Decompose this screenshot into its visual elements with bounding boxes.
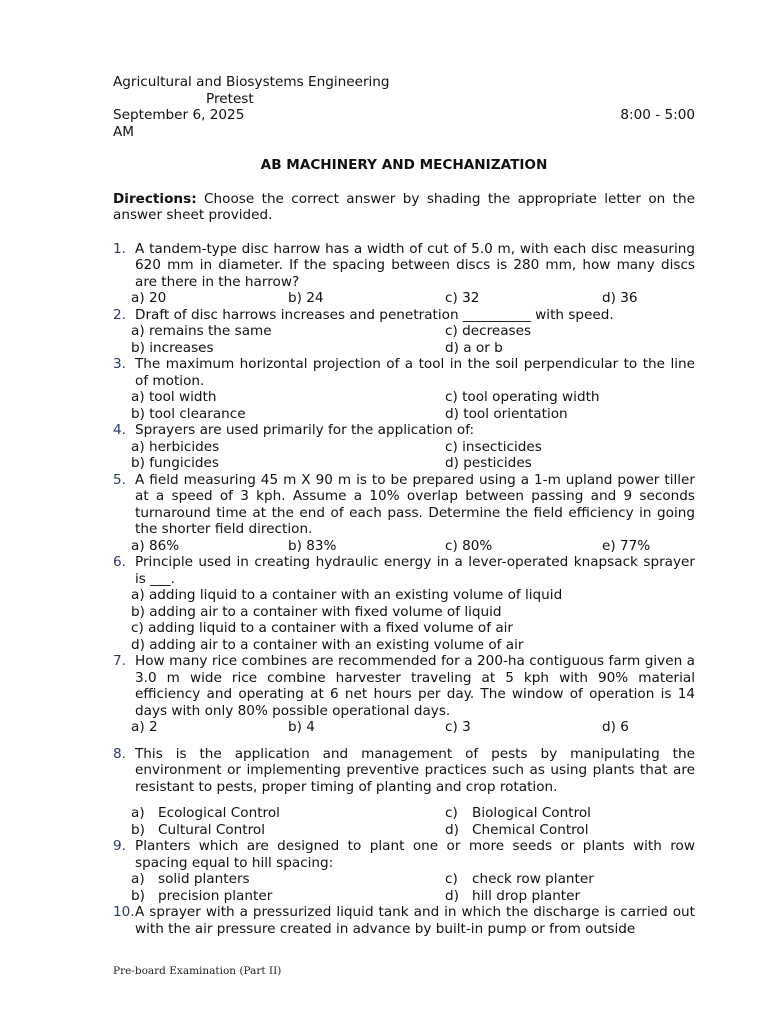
question-number: 10. [113, 904, 135, 920]
option-text: solid planters [158, 871, 250, 887]
option [445, 888, 713, 905]
option: d) 6 [602, 719, 629, 735]
option: d) 36 [602, 290, 638, 306]
option: a) remains the same [131, 323, 272, 339]
question-item [113, 746, 695, 839]
options [113, 439, 695, 472]
options [113, 538, 695, 555]
option: d) tool orientation [445, 405, 568, 422]
question-number: 4. [113, 422, 126, 438]
question-item [113, 472, 695, 555]
page-title: AB MACHINERY AND MECHANIZATION [260, 157, 548, 173]
option: b) increases [131, 339, 214, 356]
option-letter: b) [131, 887, 145, 904]
option-letter: a) [131, 805, 145, 821]
question-item [113, 838, 695, 904]
spacer [113, 736, 695, 746]
exam-time: 8:00 - 5:00 [620, 107, 695, 123]
options [113, 719, 695, 736]
question-item [113, 307, 695, 357]
spacer [135, 795, 695, 805]
option: a) adding liquid to a container with an existing volume of liquid [131, 587, 563, 603]
option: d) adding air to a container with an existing volume of air [131, 636, 524, 653]
options [113, 871, 695, 904]
option-letter: c) [445, 871, 458, 887]
option: c) decreases [445, 323, 532, 339]
option-letter: d) [445, 821, 459, 838]
option: c) 80% [445, 537, 493, 554]
option: c) 3 [445, 719, 471, 735]
question-number: 6. [113, 554, 126, 570]
option-letter: b) [131, 821, 145, 838]
option: d) a or b [445, 339, 503, 356]
option-letter: c) [445, 805, 458, 821]
option: b) fungicides [131, 455, 220, 471]
question-text: This is the application and management of pests by manipulating the environment or implementing preventive practices such as using plants that are resistant to pests, proper timing of planting and crop rotation. [135, 745, 695, 795]
option-text: hill drop planter [472, 887, 581, 904]
option: a) 20 [131, 290, 167, 306]
question-number: 9. [113, 838, 126, 854]
institution: Agricultural and Biosystems Engineering [113, 74, 390, 90]
option: a) 2 [131, 719, 158, 735]
option-text: Cultural Control [158, 821, 265, 838]
question-number: 5. [113, 471, 126, 488]
option: e) 77% [602, 537, 651, 554]
option: b) 83% [288, 537, 337, 554]
option: a) herbicides [131, 438, 220, 455]
question-text: The maximum horizontal projection of a tool in the soil perpendicular to the line of motion. [135, 356, 695, 389]
directions-label: Directions: [113, 190, 197, 207]
exam-page [113, 74, 695, 937]
option [445, 805, 713, 822]
directions [113, 191, 695, 224]
option: c) adding liquid to a container with a fixed volume of air [131, 620, 514, 636]
question-text: Principle used in creating hydraulic energy in a lever-operated knapsack sprayer is ___. [135, 554, 695, 587]
option [131, 888, 445, 905]
exam-time-suffix: AM [113, 123, 135, 140]
options [113, 587, 695, 653]
option: b) 24 [288, 290, 324, 306]
option [131, 871, 445, 888]
option: c) insecticides [445, 438, 542, 455]
question-item [113, 554, 695, 653]
option: b) adding air to a container with fixed volume of liquid [131, 603, 502, 620]
question-number: 7. [113, 653, 126, 669]
question-text: A field measuring 45 m X 90 m is to be prepared using a 1-m upland power tiller at a speed of 3 kph. Assume a 10% overlap between passing and 9 seconds turnaround time at the end of each pass. Determine the field efficiency in going the shorter field direction. [135, 471, 695, 537]
question-list [113, 241, 695, 938]
question-text: Draft of disc harrows increases and penetration __________ with speed. [135, 306, 614, 323]
option: c) tool operating width [445, 389, 600, 405]
option [445, 871, 713, 888]
question-number: 2. [113, 306, 126, 323]
options [113, 290, 695, 307]
question-text: Planters which are designed to plant one or more seeds or plants with row spacing equal to hill spacing: [135, 838, 695, 871]
option [131, 822, 445, 839]
question-text: A sprayer with a pressurized liquid tank and in which the discharge is carried out with the air pressure created in advance by built-in pump or from outside [135, 904, 695, 937]
options [113, 389, 695, 422]
option [131, 805, 445, 822]
option: b) tool clearance [131, 405, 246, 422]
question-item [113, 422, 695, 472]
option-text: Ecological Control [158, 805, 280, 821]
question-number: 1. [113, 240, 126, 257]
exam-name: Pretest [206, 90, 254, 107]
option [445, 822, 713, 839]
question-number: 3. [113, 356, 126, 372]
question-item [113, 356, 695, 422]
options [113, 805, 695, 838]
question-item [113, 904, 695, 937]
question-item [113, 653, 695, 736]
option: a) 86% [131, 537, 180, 554]
exam-date: September 6, 2025 [113, 107, 245, 123]
option: b) 4 [288, 719, 315, 735]
option: a) tool width [131, 389, 217, 405]
question-number: 8. [113, 745, 126, 762]
option-text: check row planter [472, 871, 594, 887]
footer: Pre-board Examination (Part II) [113, 965, 282, 977]
question-text: Sprayers are used primarily for the application of: [135, 422, 475, 438]
option-letter: a) [131, 871, 145, 887]
option-text: Biological Control [472, 805, 591, 821]
options [113, 323, 695, 356]
option: d) pesticides [445, 455, 532, 471]
directions-text: Choose the correct answer by shading the appropriate letter on the answer sheet provided. [113, 190, 695, 223]
question-text: How many rice combines are recommended for a 200-ha contiguous farm given a 3.0 m wide rice combine harvester traveling at 5 kph with 90% material efficiency and operating at 6 net hours per day. The window of operation is 14 days with only 80% possible operational days. [135, 653, 695, 719]
option-text: Chemical Control [472, 821, 589, 838]
question-text: A tandem-type disc harrow has a width of cut of 5.0 m, with each disc measuring 620 mm in diameter. If the spacing between discs is 280 mm, how many discs are there in the harrow? [135, 240, 695, 290]
option-text: precision planter [158, 887, 273, 904]
option: c) 32 [445, 290, 480, 306]
question-item [113, 241, 695, 307]
option-letter: d) [445, 887, 459, 904]
